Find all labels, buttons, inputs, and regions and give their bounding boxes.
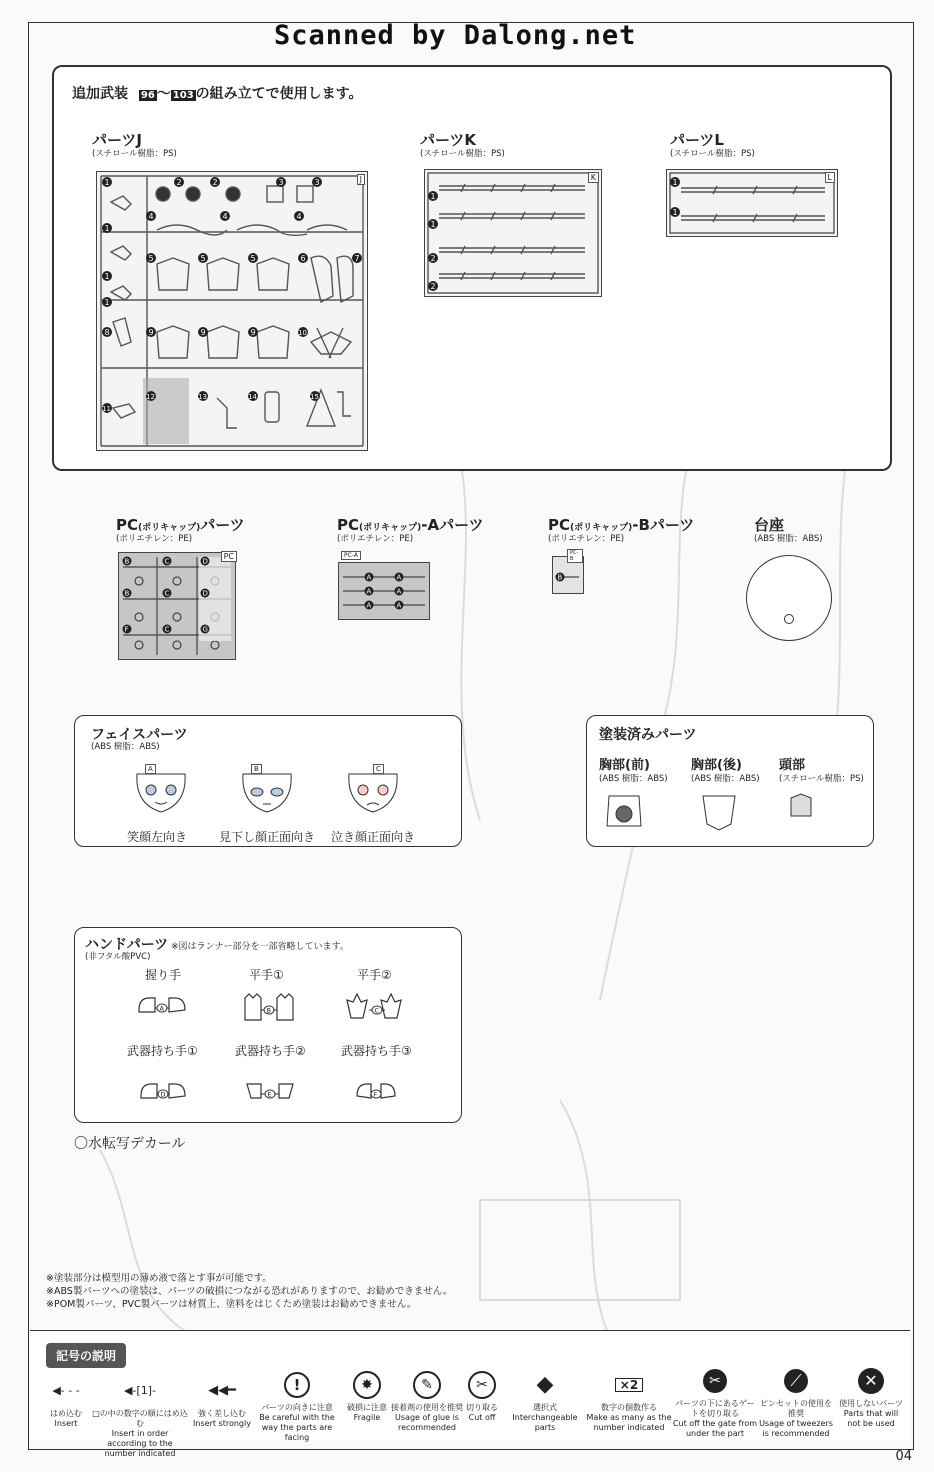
face-a-label: 笑顔左向き: [127, 830, 188, 844]
arrow-dashed-icon: ◀- - -: [52, 1384, 80, 1397]
face-a-drawing: [131, 768, 191, 814]
hand-parts-box: [74, 927, 462, 1123]
pc-b-title-main: PC: [548, 516, 571, 534]
legend-en: Insert: [54, 1419, 78, 1428]
pc-b-letter: B: [557, 573, 563, 582]
range-to-badge: 103: [172, 90, 194, 101]
face-parts-title: フェイスパーツ: [91, 727, 188, 743]
caution-icon-wrap: [252, 1371, 342, 1399]
runner-j-num: 4: [296, 212, 302, 221]
runner-j: [96, 171, 368, 451]
legend-jp: □の中の数字の順にはめ込む: [92, 1409, 188, 1428]
pc-b-runner: [552, 550, 584, 594]
hand-label-weapon-1: 武器持ち手①: [127, 1044, 198, 1058]
legend-item-interchangeable: [502, 1371, 588, 1433]
pc-runner-drawing: [119, 553, 235, 659]
legend-item-glue: [390, 1371, 464, 1433]
legend-item-caution: [252, 1371, 342, 1443]
runner-j-num: 1: [104, 224, 110, 233]
note-line: ※POM製パーツ、PVC製パーツは材質上、塗料をはじくため塗装はお勧めできません。: [46, 1299, 417, 1310]
pc-title-small: (ポリキャップ): [138, 523, 201, 533]
multiply-icon-wrap: [586, 1371, 672, 1399]
face-b-drawing: [237, 768, 297, 814]
legend-en: Usage of tweezers is recommended: [759, 1419, 833, 1438]
face-parts-material: (ABS 樹脂：ABS): [91, 742, 160, 752]
runner-l: [666, 169, 838, 237]
legend-jp: 破損に注意: [347, 1403, 387, 1412]
pc-a-letter: A: [366, 587, 372, 596]
legend-item-multiply: [586, 1371, 672, 1433]
hand-tag: C: [374, 1006, 380, 1015]
runner-l-num: 1: [672, 208, 678, 217]
runner-j-num: 3: [314, 178, 320, 187]
pc-a-letter: A: [396, 601, 402, 610]
double-arrow-icon: ◀◀━: [208, 1383, 236, 1398]
runner-j-num: 14: [248, 393, 257, 401]
range-from-badge: 96: [140, 90, 155, 101]
runner-l-tag: L: [825, 172, 835, 183]
runner-j-num: 9: [200, 328, 206, 337]
face-c-label: 泣き顔正面向き: [331, 830, 416, 844]
legend-en: Fragile: [353, 1413, 381, 1422]
runner-j-drawing: [97, 172, 367, 450]
unused-icon: ✕: [858, 1368, 884, 1394]
legend-jp: 切り取る: [466, 1403, 498, 1412]
legend-en: Insert strongly: [193, 1419, 251, 1428]
face-c-drawing: [343, 768, 403, 814]
pc-letter: D: [202, 589, 208, 598]
pc-letter: B: [124, 557, 130, 566]
note-line: ※塗装部分は模型用の薄め液で落とす事が可能です。: [46, 1273, 272, 1284]
legend-item-fragile: [342, 1371, 392, 1423]
scan-watermark: Scanned by Dalong.net: [274, 20, 637, 51]
hand-tag: A: [159, 1004, 164, 1013]
pc-a-tag: PC-A: [341, 551, 361, 560]
painting-notes: [46, 1272, 452, 1311]
legend-en: Parts that will not be used: [843, 1409, 899, 1428]
runner-j-num: 15: [310, 393, 319, 401]
hand-label-grip: 握り手: [145, 968, 182, 982]
base-title: 台座: [754, 516, 785, 534]
hand-tag: B: [266, 1006, 271, 1015]
legend-item-insert-order: [92, 1377, 188, 1459]
unused-icon-wrap: [836, 1367, 906, 1395]
face-a-tag: A: [145, 764, 156, 774]
tweezers-icon: ⟋: [784, 1369, 808, 1393]
tweezers-icon-wrap: [758, 1367, 834, 1395]
pc-runner: [118, 552, 236, 660]
head-material: (スチロール樹脂：PS): [779, 774, 864, 784]
runner-l-material: (スチロール樹脂：PS): [670, 149, 755, 159]
runner-j-num: 1: [104, 178, 110, 187]
pc-a-letter: A: [366, 573, 372, 582]
cut-icon-wrap: [462, 1371, 502, 1399]
runner-j-material: (スチロール樹脂：PS): [92, 149, 177, 159]
runner-k-title: パーツK: [420, 131, 477, 149]
legend-item-tweezers: [758, 1367, 834, 1439]
glue-icon: ✎: [413, 1371, 441, 1399]
base-stand-disc: [746, 555, 832, 641]
runner-l-drawing: [667, 170, 837, 236]
painted-parts-drawings: [587, 790, 873, 840]
fragile-icon-wrap: [342, 1371, 392, 1399]
gate-icon-wrap: [672, 1367, 758, 1395]
water-slide-decal-label: 〇水転写デカール: [74, 1136, 186, 1152]
legend-jp: 強く差し込む: [198, 1409, 246, 1418]
pc-title-suffix: パーツ: [200, 516, 245, 534]
pc-a-title-suffix: -Aパーツ: [421, 516, 484, 534]
runner-j-num: 4: [222, 212, 228, 221]
chest-front-label: 胸部(前): [599, 758, 650, 773]
weapons-heading-label: 追加武装: [72, 86, 128, 102]
pc-a-letter: A: [396, 573, 402, 582]
hand-tag: D: [160, 1090, 166, 1099]
legend-jp: パーツの下にあるゲートを切り取る: [675, 1399, 755, 1418]
runner-j-num: 5: [250, 254, 256, 263]
legend-en: Cut off: [468, 1413, 496, 1422]
note-line: ※ABS製パーツへの塗装は、パーツの破損につながる恐れがありますので、お勧めできません。: [46, 1286, 453, 1297]
hand-label-weapon-2: 武器持ち手②: [235, 1044, 306, 1058]
pc-letter: F: [124, 625, 129, 634]
head-label: 頭部: [779, 758, 806, 773]
interchangeable-icon: ◆: [536, 1372, 554, 1397]
legend-en: Insert in order according to the number indicated: [104, 1429, 176, 1458]
hand-label-flat-1: 平手①: [249, 968, 284, 982]
hand-parts-material: (非フタル酸PVC): [85, 952, 151, 962]
runner-j-num: 1: [104, 298, 110, 307]
legend-jp: 選択式: [533, 1403, 557, 1412]
legend-item-insert: [38, 1377, 94, 1429]
runner-j-num: 4: [148, 212, 154, 221]
pc-b-material: (ポリエチレン：PE): [548, 534, 625, 544]
legend-item-cut: [462, 1371, 502, 1423]
runner-j-title: パーツJ: [92, 131, 142, 149]
gate-icon: ✂: [703, 1369, 727, 1393]
runner-j-num: 6: [300, 254, 306, 263]
page-number: 04: [895, 1449, 912, 1464]
runner-j-num: 9: [250, 328, 256, 337]
pc-letter: C: [164, 557, 170, 566]
legend-title: 記号の説明: [46, 1343, 126, 1368]
legend-jp: 数字の個数作る: [601, 1403, 657, 1412]
face-c: [343, 765, 403, 814]
base-peg-hole: [784, 614, 794, 624]
runner-k-num: 2: [430, 282, 436, 291]
pc-a-material: (ポリエチレン：PE): [337, 534, 414, 544]
face-c-tag: C: [373, 764, 384, 774]
runner-j-num: 5: [148, 254, 154, 263]
legend-en: Usage of glue is recommended: [395, 1413, 459, 1432]
hand-label-flat-2: 平手②: [357, 968, 392, 982]
runner-l-title: パーツL: [670, 131, 724, 149]
legend-en: Interchangeable parts: [512, 1413, 578, 1432]
runner-j-num: 8: [104, 328, 110, 337]
hand-parts-drawings: [75, 928, 461, 1122]
pc-parts-material: (ポリエチレン：PE): [116, 534, 193, 544]
fragile-icon: ✸: [353, 1371, 381, 1399]
runner-j-num: 1: [104, 272, 110, 281]
runner-k-drawing: [425, 170, 601, 296]
face-parts-box: [74, 715, 462, 847]
runner-j-num: 2: [176, 178, 182, 187]
painted-parts-box: [586, 715, 874, 847]
legend-item-unused: [836, 1367, 906, 1429]
arrow-number-icon: ◀-[1]-: [124, 1384, 156, 1397]
chest-back-label: 胸部(後): [691, 758, 742, 773]
runner-j-num: 11: [102, 405, 111, 413]
caution-icon: !: [284, 1372, 310, 1398]
runner-k-material: (スチロール樹脂：PS): [420, 149, 505, 159]
runner-k-num: 1: [430, 220, 436, 229]
legend-jp: パーツの向きに注意: [261, 1403, 333, 1412]
hand-parts-title: ハンドパーツ: [85, 937, 169, 953]
face-b: [237, 765, 297, 814]
face-a: [131, 765, 191, 814]
legend-item-gate: [672, 1367, 758, 1439]
hand-parts-note: ※図はランナー部分を一部省略しています。: [171, 942, 349, 952]
pc-title-main: PC: [116, 516, 139, 534]
runner-j-num: 12: [146, 393, 155, 401]
runner-k-num: 1: [430, 192, 436, 201]
multiply-icon: ×2: [615, 1378, 643, 1392]
pc-letter: G: [202, 625, 208, 634]
legend-jp: はめ込む: [50, 1409, 82, 1418]
runner-l-num: 1: [672, 178, 678, 187]
weapons-heading: 追加武装 96 〜 103 の組み立てで使用します。: [72, 86, 363, 102]
pc-b-title-suffix: -Bパーツ: [632, 516, 695, 534]
runner-j-tag: J: [357, 174, 365, 185]
face-b-label: 見下し顔正面向き: [219, 830, 316, 844]
runner-j-num: 10: [298, 329, 307, 337]
pc-letter: D: [202, 557, 208, 566]
painted-parts-title: 塗装済みパーツ: [599, 727, 697, 743]
pc-runner-tag: PC: [221, 551, 237, 562]
legend-en: Cut off the gate from under the part: [672, 1419, 758, 1438]
pc-b-title-small: (ポリキャップ): [570, 523, 633, 533]
runner-j-num: 13: [198, 393, 207, 401]
hand-tag: E: [267, 1090, 272, 1099]
legend-jp: ピンセットの使用を推奨: [760, 1399, 832, 1418]
cut-icon: ✂: [468, 1371, 496, 1399]
runner-k: [424, 169, 602, 297]
pc-a-letter: A: [396, 587, 402, 596]
pc-a-title-main: PC: [337, 516, 360, 534]
pc-letter: C: [164, 625, 170, 634]
glue-icon-wrap: [390, 1371, 464, 1399]
pc-a-title-small: (ポリキャップ): [359, 523, 422, 533]
pc-letter: C: [164, 589, 170, 598]
pc-a-runner: [338, 552, 430, 620]
pc-a-letter: A: [366, 601, 372, 610]
runner-j-num: 7: [354, 254, 360, 263]
runner-j-num: 2: [212, 178, 218, 187]
legend-jp: 使用しないパーツ: [839, 1399, 903, 1408]
weapons-heading-suffix: の組み立てで使用します。: [195, 86, 363, 102]
hand-tag: F: [373, 1090, 378, 1099]
runner-j-num: 5: [200, 254, 206, 263]
legend-en: Be careful with the way the parts are facing: [259, 1413, 335, 1442]
runner-k-tag: K: [588, 172, 599, 183]
base-material: (ABS 樹脂：ABS): [754, 534, 823, 544]
pc-letter: B: [124, 589, 130, 598]
legend-jp: 接着剤の使用を推奨: [391, 1403, 463, 1412]
legend-item-insert-strongly: [190, 1377, 254, 1429]
face-b-tag: B: [251, 764, 262, 774]
pc-b-tag: PC-B: [567, 549, 583, 563]
chest-front-material: (ABS 樹脂：ABS): [599, 774, 668, 784]
runner-k-num: 2: [430, 254, 436, 263]
pc-a-drawing: [339, 563, 429, 619]
runner-j-num: 3: [278, 178, 284, 187]
hand-label-weapon-3: 武器持ち手③: [341, 1044, 412, 1058]
additional-weapons-box: [52, 65, 892, 471]
legend-en: Make as many as the number indicated: [586, 1413, 672, 1432]
runner-j-num: 9: [148, 328, 154, 337]
chest-back-material: (ABS 樹脂：ABS): [691, 774, 760, 784]
